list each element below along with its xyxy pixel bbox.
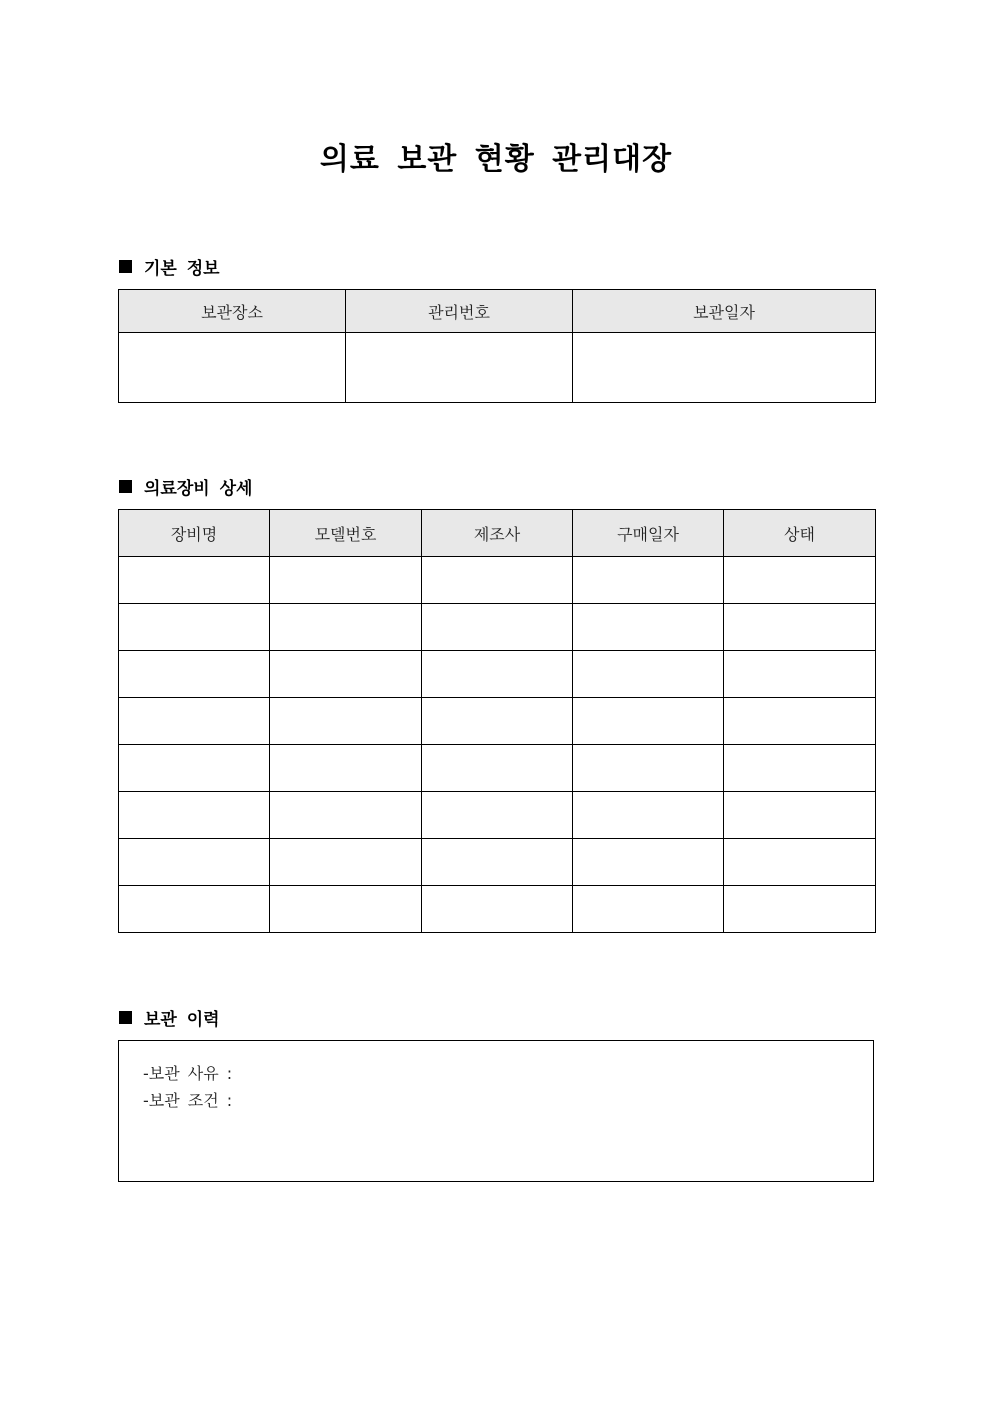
column-header-status: 상태 xyxy=(724,510,876,557)
square-bullet-icon xyxy=(119,480,132,493)
model-number-cell[interactable] xyxy=(270,886,422,933)
section-heading-basic-info xyxy=(119,254,220,279)
model-number-cell[interactable] xyxy=(270,745,422,792)
equipment-name-cell[interactable] xyxy=(119,745,270,792)
purchase-date-cell[interactable] xyxy=(573,698,724,745)
section-heading-label: 의료장비 상세 xyxy=(144,479,253,499)
section-heading-label: 기본 정보 xyxy=(144,259,220,279)
equipment-name-cell[interactable] xyxy=(119,839,270,886)
storage-history-box[interactable] xyxy=(118,1040,874,1182)
column-header-purchase-date: 구매일자 xyxy=(573,510,724,557)
manufacturer-cell[interactable] xyxy=(422,839,573,886)
status-cell[interactable] xyxy=(724,557,876,604)
table-header-row xyxy=(119,510,876,557)
manufacturer-cell[interactable] xyxy=(422,651,573,698)
table-row xyxy=(119,651,876,698)
table-row xyxy=(119,745,876,792)
document-title: 의료 보관 현황 관리대장 xyxy=(319,142,673,177)
purchase-date-cell[interactable] xyxy=(573,557,724,604)
model-number-cell[interactable] xyxy=(270,839,422,886)
column-header-storage-location: 보관장소 xyxy=(119,290,346,333)
column-header-model-number: 모델번호 xyxy=(270,510,422,557)
equipment-name-cell[interactable] xyxy=(119,651,270,698)
table-row xyxy=(119,839,876,886)
table-row xyxy=(119,698,876,745)
model-number-cell[interactable] xyxy=(270,557,422,604)
purchase-date-cell[interactable] xyxy=(573,886,724,933)
column-header-equipment-name: 장비명 xyxy=(119,510,270,557)
storage-date-field[interactable] xyxy=(573,333,876,403)
status-cell[interactable] xyxy=(724,651,876,698)
storage-location-field[interactable] xyxy=(119,333,346,403)
storage-condition-line: -보관 조건 : xyxy=(143,1091,233,1110)
square-bullet-icon xyxy=(119,260,132,273)
model-number-cell[interactable] xyxy=(270,698,422,745)
manufacturer-cell[interactable] xyxy=(422,698,573,745)
purchase-date-cell[interactable] xyxy=(573,839,724,886)
purchase-date-cell[interactable] xyxy=(573,604,724,651)
column-header-storage-date: 보관일자 xyxy=(573,290,876,333)
column-header-management-number: 관리번호 xyxy=(346,290,573,333)
equipment-detail-table xyxy=(118,509,876,933)
table-row xyxy=(119,333,876,403)
model-number-cell[interactable] xyxy=(270,604,422,651)
manufacturer-cell[interactable] xyxy=(422,886,573,933)
table-row xyxy=(119,557,876,604)
table-header-row xyxy=(119,290,876,333)
model-number-cell[interactable] xyxy=(270,651,422,698)
status-cell[interactable] xyxy=(724,698,876,745)
purchase-date-cell[interactable] xyxy=(573,792,724,839)
equipment-name-cell[interactable] xyxy=(119,604,270,651)
equipment-name-cell[interactable] xyxy=(119,792,270,839)
equipment-name-cell[interactable] xyxy=(119,557,270,604)
equipment-name-cell[interactable] xyxy=(119,698,270,745)
model-number-cell[interactable] xyxy=(270,792,422,839)
section-heading-label: 보관 이력 xyxy=(144,1010,220,1030)
management-number-field[interactable] xyxy=(346,333,573,403)
status-cell[interactable] xyxy=(724,839,876,886)
section-heading-equipment-detail xyxy=(119,474,252,499)
manufacturer-cell[interactable] xyxy=(422,604,573,651)
status-cell[interactable] xyxy=(724,604,876,651)
table-row xyxy=(119,604,876,651)
table-row xyxy=(119,886,876,933)
equipment-name-cell[interactable] xyxy=(119,886,270,933)
square-bullet-icon xyxy=(119,1011,132,1024)
status-cell[interactable] xyxy=(724,792,876,839)
section-heading-storage-history xyxy=(119,1005,220,1030)
manufacturer-cell[interactable] xyxy=(422,557,573,604)
table-row xyxy=(119,792,876,839)
storage-reason-line: -보관 사유 : xyxy=(143,1064,233,1083)
status-cell[interactable] xyxy=(724,745,876,792)
manufacturer-cell[interactable] xyxy=(422,792,573,839)
purchase-date-cell[interactable] xyxy=(573,745,724,792)
basic-info-table xyxy=(118,289,876,403)
column-header-manufacturer: 제조사 xyxy=(422,510,573,557)
manufacturer-cell[interactable] xyxy=(422,745,573,792)
status-cell[interactable] xyxy=(724,886,876,933)
purchase-date-cell[interactable] xyxy=(573,651,724,698)
